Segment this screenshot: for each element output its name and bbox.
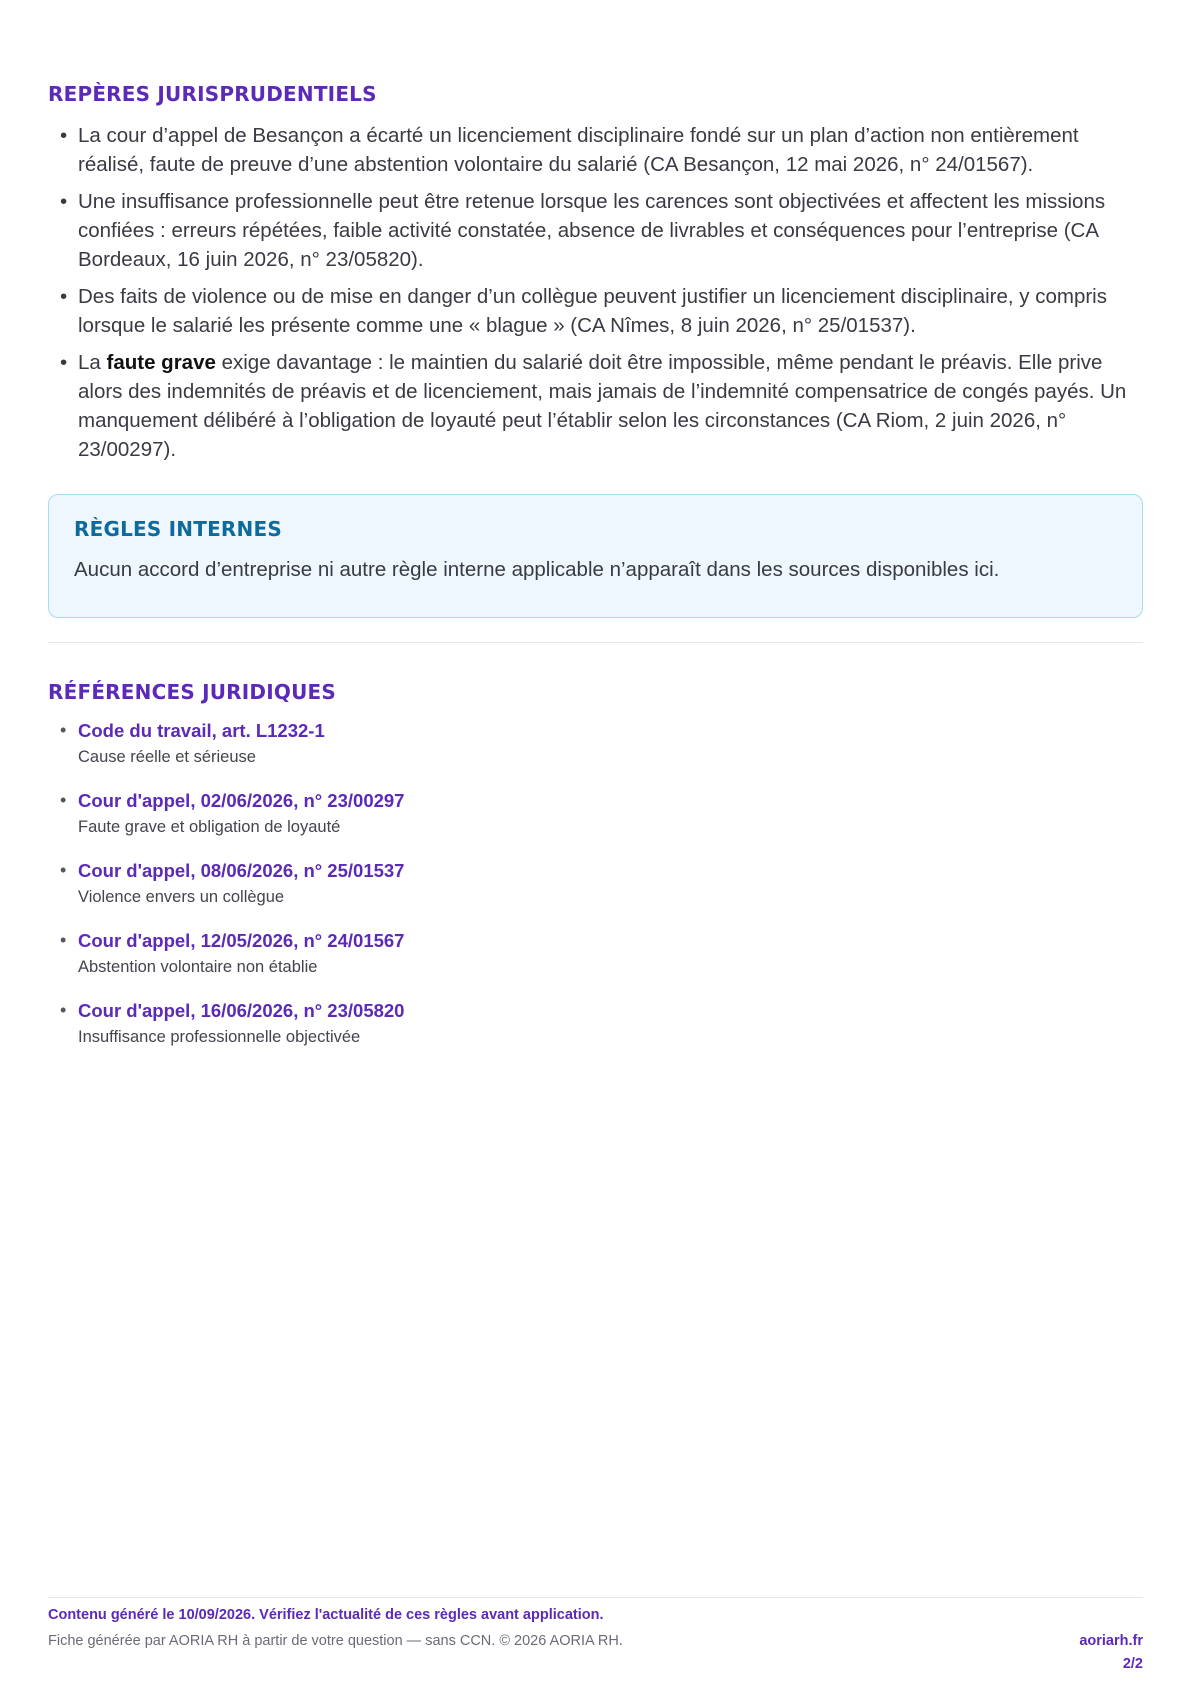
reference-description: Insuffisance professionnelle objectivée [78,1028,361,1046]
jurisprudence-list [48,121,1143,472]
jurisprudence-item [48,282,1143,340]
references-heading: RÉFÉRENCES JURIDIQUES [48,680,336,704]
reference-item [48,858,1143,909]
reference-item [48,928,1143,979]
reference-description: Violence envers un collègue [78,888,285,906]
section-divider [48,642,1143,643]
reference-item [48,718,1143,769]
reference-description: Cause réelle et sérieuse [78,748,256,766]
footer-notice: Contenu généré le 10/09/2026. Vérifiez l'actualité de ces règles avant application. [48,1607,604,1623]
page-number: 2/2 [1122,1656,1143,1672]
jurisprudence-item-text: Des faits de violence ou de mise en danger d’un collègue peuvent justifier un licenciement disciplinaire, y compris lorsque le salarié les présente comme une « blague » (CA Nîmes, 8 juin 2026, n° 25/01537). [78,285,1107,337]
footer-credit: Fiche générée par AORIA RH à partir de votre question — sans CCN. © 2026 AORIA RH. [48,1633,623,1649]
jurisprudence-heading: REPÈRES JURISPRUDENTIELS [48,82,377,106]
reference-description: Faute grave et obligation de loyauté [78,818,341,836]
jurisprudence-item-text: exige davantage : le maintien du salarié doit être impossible, même pendant le préavis. Elle prive alors des indemnités de préavis et de licenciement, mais jamais de l’indemnité compensatrice de congés payés. Un manquement délibéré à l’obligation de loyauté peut l’établir selon les circonstances (CA Riom, 2 juin 2026, n° 23/00297). [78,351,1127,461]
reference-item [48,998,1143,1049]
internal-rules-text: Aucun accord d’entreprise ni autre règle interne applicable n’apparaît dans les sources disponibles ici. [74,558,1000,581]
jurisprudence-item [48,121,1143,179]
reference-name: • Cour d'appel, 16/06/2026, n° 23/05820 [78,1000,405,1021]
jurisprudence-item-text: Une insuffisance professionnelle peut être retenue lorsque les carences sont objectivées et affectent les missions confiées : erreurs répétées, faible activité constatée, absence de livrables et conséquences pour l’entreprise (CA Bordeaux, 16 juin 2026, n° 23/05820). [78,190,1106,271]
reference-name: • Code du travail, art. L1232-1 [78,720,325,741]
reference-name: • Cour d'appel, 08/06/2026, n° 25/01537 [78,860,405,881]
reference-item [48,788,1143,839]
internal-rules-heading: RÈGLES INTERNES [74,517,282,541]
jurisprudence-item-text: La cour d’appel de Besançon a écarté un licenciement disciplinaire fondé sur un plan d’action non entièrement réalisé, faute de preuve d’une abstention volontaire du salarié (CA Besançon, 12 mai 2026, n° 24/01567). [78,124,1079,176]
internal-rules-callout [48,494,1143,618]
reference-description: Abstention volontaire non établie [78,958,318,976]
jurisprudence-item-prefix: La [78,351,107,374]
jurisprudence-item-emphasis: faute grave [106,351,216,374]
jurisprudence-item [48,348,1143,464]
references-list [48,718,1143,1068]
footer-site-link[interactable]: aoriarh.fr [1079,1633,1143,1649]
reference-name: • Cour d'appel, 12/05/2026, n° 24/01567 [78,930,405,951]
jurisprudence-item [48,187,1143,274]
footer-divider [48,1597,1143,1598]
reference-name: • Cour d'appel, 02/06/2026, n° 23/00297 [78,790,405,811]
